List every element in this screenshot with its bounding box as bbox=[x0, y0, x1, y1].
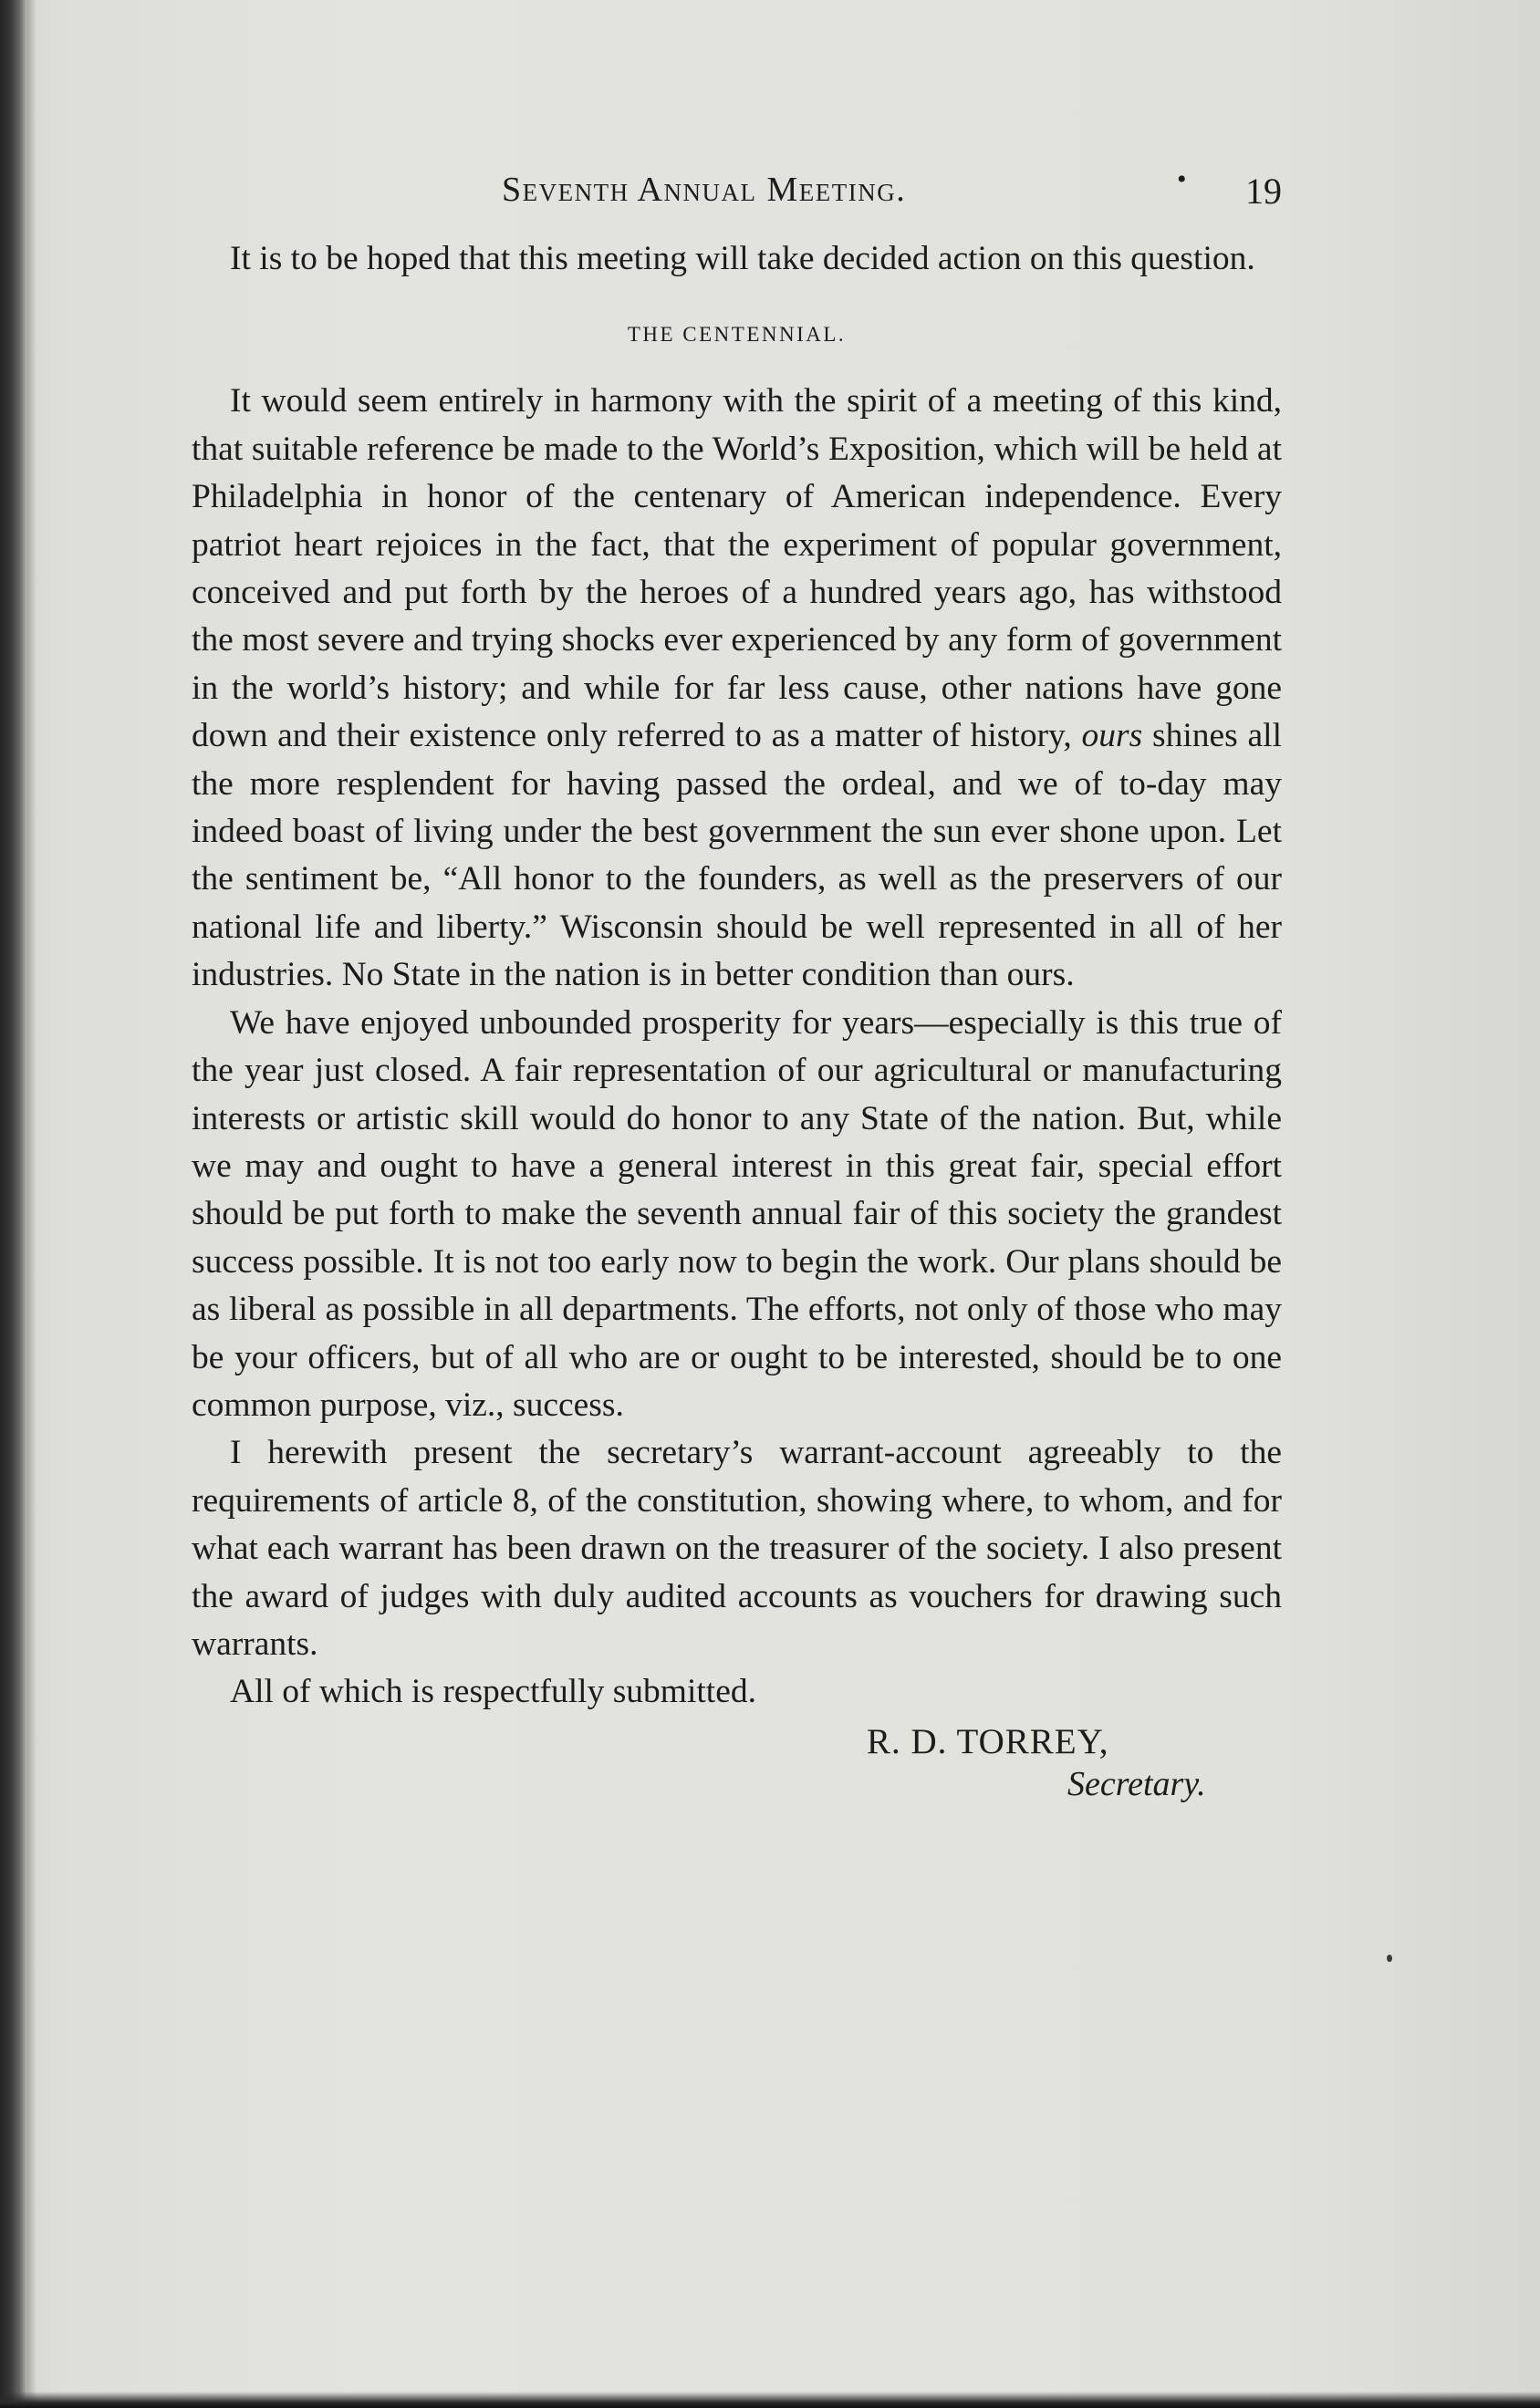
paragraph-centennial-part-1: It would seem entirely in harmony with the spirit of a meeting of this kind, that suitable reference be made to the World’s Exposition, which will be held at Philadelphia in honor of the centenary of American independence. Every patriot heart rejoices in the fact, that the experiment of popular government, conceived and put forth by the heroes of a hundred years ago, has withstood the most severe and trying shocks ever experienced by any form of government in the world’s history; and while for far less cause, other nations have gone down and their existence only referred to as a matter of history, bbox=[192, 382, 1282, 755]
running-head bbox=[192, 164, 1282, 215]
book-spine-shadow bbox=[0, 0, 27, 2408]
paragraph-closing: All of which is respectfully submitted. bbox=[230, 1673, 756, 1711]
emphasis-ours: ours bbox=[1081, 717, 1143, 755]
paragraph-warrant-account: I herewith present the secretary’s warrant-account agreeably to the requirements of article 8, of the constitution, showing where, to whom, and for what each warrant has been drawn on the treasurer of the society. I also present the award of judges with duly audited accounts as vouchers for drawing such warrants. bbox=[192, 1434, 1282, 1663]
signatory-name: R. D. TORREY, bbox=[867, 1721, 1109, 1761]
paragraph-continuation: It is to be hoped that this meeting will take decided action on this question. bbox=[230, 240, 1255, 277]
page-number: 19 bbox=[1245, 171, 1282, 212]
running-head-title: Seventh Annual Meeting. bbox=[502, 171, 907, 209]
page-bottom-edge bbox=[0, 2392, 1540, 2408]
gutter-shade bbox=[27, 0, 36, 2408]
running-head-mark: • bbox=[1177, 164, 1187, 194]
signature-block bbox=[192, 1718, 1282, 1819]
paragraph-centennial-part-2: shines all the more resplendent for having passed the ordeal, and we of to-day may indeed boast of living under the best government the sun ever shone upon. Let the sentiment be, “All honor to the founders, as well as the preservers of our national life and liberty.” Wisconsin should be well represented in all of her industries. No State in the nation is in better condition than ours. bbox=[192, 717, 1283, 994]
section-heading: THE CENTENNIAL. bbox=[627, 323, 847, 347]
print-speck bbox=[1387, 1955, 1392, 1962]
paragraph-prosperity: We have enjoyed unbounded prosperity for years—especially is this true of the year just closed. A fair representation of our agricultural or manufacturing interests or artistic skill would do honor to any State of the nation. But, while we may and ought to have a general interest in this great fair, special effort should be put forth to make the seventh annual fair of this society the grandest success possible. It is not too early now to begin the work. Our plans should be as liberal as possible in all departments. The efforts, not only of those who may be your officers, but of all who are or ought to be interested, should be to one common purpose, viz., success. bbox=[192, 1003, 1282, 1424]
paragraph-centennial bbox=[192, 378, 1282, 999]
signatory-title: Secretary. bbox=[1067, 1764, 1206, 1803]
body-text bbox=[192, 235, 1282, 1819]
